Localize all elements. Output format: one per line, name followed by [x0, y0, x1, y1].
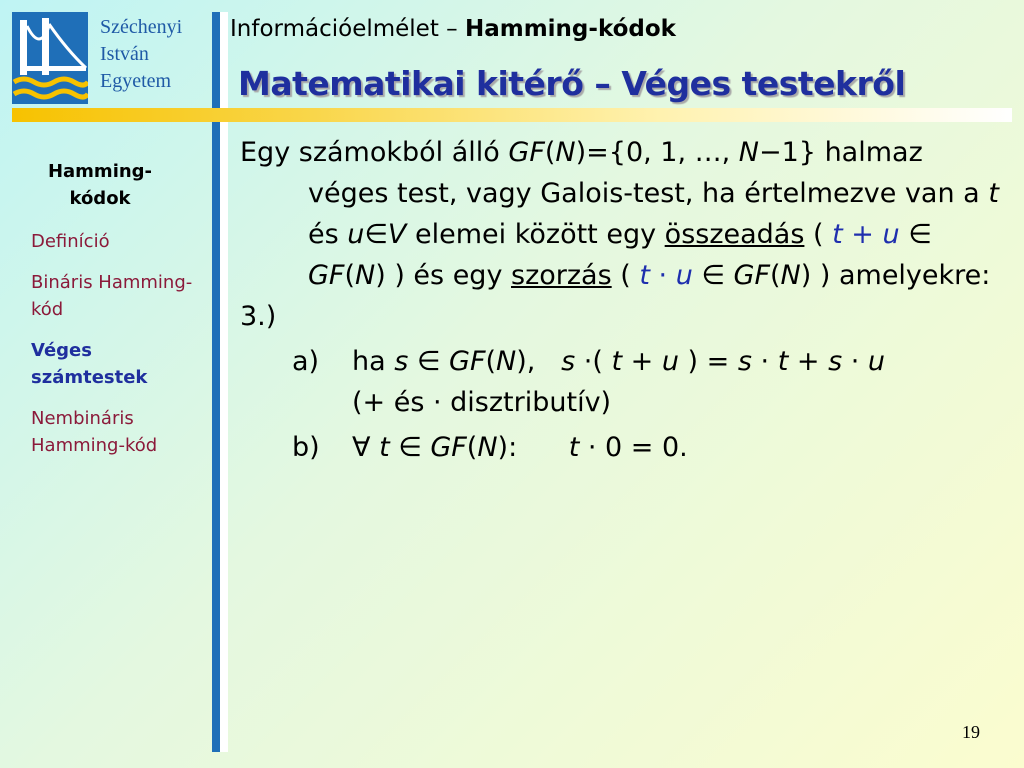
text-run: t [639, 260, 650, 291]
sidebar-item-binaris-hamming-kod[interactable]: Bináris Hamming-kód [31, 272, 193, 320]
text-run: ·( [575, 346, 612, 377]
text-run: u [347, 219, 365, 250]
axiom-b-label: b) [292, 432, 320, 463]
axiom-a-label: a) [292, 346, 320, 377]
text-run: halmaz véges test, vagy Galois-test, ha értelmezve van a [308, 137, 989, 209]
text-run [517, 432, 569, 463]
text-run: u [675, 260, 693, 291]
text-run: és [308, 219, 348, 250]
text-run: · [649, 260, 676, 291]
vertical-divider-blue [212, 12, 220, 752]
text-run: V [387, 219, 407, 250]
text-run: ) ) és egy [375, 260, 512, 291]
text-run: ( [769, 260, 781, 291]
term-szorzas: szorzás [511, 260, 612, 291]
text-run: u [882, 219, 900, 250]
text-run: ( [344, 260, 355, 291]
subject-prefix: Információelmélet – [230, 16, 465, 42]
sidebar-item-definicio[interactable]: Definíció [31, 231, 110, 252]
text-run: GF [449, 346, 486, 377]
definition-paragraph [240, 132, 1000, 296]
course-subject [230, 16, 676, 42]
text-run: GF [308, 260, 345, 291]
text-run: + [842, 219, 883, 250]
text-run: ), [516, 346, 562, 377]
slide-title: Matematikai kitérő – Véges testekről [238, 64, 906, 103]
text-run: N [477, 432, 498, 463]
text-run: ∈ [364, 219, 388, 250]
axiom-b [240, 427, 1000, 468]
text-run: N [355, 260, 376, 291]
text-run: ) ) amelyekre: [800, 260, 991, 291]
text-run: N [555, 137, 576, 168]
university-name-line2: István [100, 43, 149, 65]
text-run: N [496, 346, 517, 377]
text-run: s [394, 346, 409, 377]
term-osszeadas: összeadás [664, 219, 805, 250]
text-run: t [832, 219, 843, 250]
text-run: ∈ [408, 346, 450, 377]
text-run: u [867, 346, 886, 377]
text-run: ∈ [692, 260, 734, 291]
text-run: ( [544, 137, 556, 168]
university-name-line3: Egyetem [100, 70, 172, 92]
text-run: )={0, 1, …, [575, 137, 739, 168]
text-run: ∀ [352, 432, 380, 463]
text-run: s [561, 346, 576, 377]
text-run: s [828, 346, 843, 377]
text-run: · [751, 346, 778, 377]
text-run: ) = [678, 346, 738, 377]
text-run: t [379, 432, 390, 463]
text-run: Egy számokból álló [240, 137, 509, 168]
header-underline-bar [12, 108, 1012, 122]
university-name-line1: Széchenyi [100, 16, 183, 38]
text-run: N [780, 260, 801, 291]
text-run: ): [497, 432, 518, 463]
sidebar-item-veges-szamtestek[interactable]: Véges számtestek [31, 340, 148, 388]
sidebar-item-nembinaris-hamming-kod[interactable]: Nembináris Hamming-kód [31, 408, 158, 456]
axiom-a-note: (+ és · disztributív) [352, 387, 612, 418]
axiom-a-formula [352, 341, 1000, 382]
sidebar-nav [20, 158, 208, 473]
text-run: + [622, 346, 662, 377]
text-run: ∈ [899, 219, 932, 250]
text-run: + [788, 346, 829, 377]
text-run: N [738, 137, 759, 168]
text-run: ( [466, 432, 478, 463]
text-run: ( [485, 346, 497, 377]
text-run: s [737, 346, 752, 377]
text-run: · [842, 346, 868, 377]
vertical-divider-white [220, 12, 228, 752]
sidebar-heading: Hamming-kódok [47, 161, 153, 209]
text-run: elemei között egy [406, 219, 665, 250]
text-run: t [568, 432, 580, 463]
subject-topic: Hamming-kódok [464, 16, 676, 42]
text-run: GF [430, 432, 467, 463]
text-run: ha [352, 346, 395, 377]
text-run: t [988, 178, 999, 209]
text-run: · 0 = 0. [579, 432, 688, 463]
text-run: GF [733, 260, 770, 291]
university-name [100, 14, 212, 95]
text-run: t [777, 346, 789, 377]
page-number: 19 [962, 722, 980, 742]
slide-body [240, 132, 1000, 468]
axiom-number: 3.) [240, 301, 277, 332]
text-run: ∈ [389, 432, 431, 463]
axiom-a [240, 341, 1000, 423]
bridge-logo-icon [12, 12, 88, 104]
text-run: u [661, 346, 679, 377]
text-run: ( [804, 219, 833, 250]
text-run: −1} [759, 137, 816, 168]
text-run: t [611, 346, 623, 377]
axiom-b-formula [352, 427, 1000, 468]
text-run: ( [611, 260, 640, 291]
text-run: GF [508, 137, 545, 168]
